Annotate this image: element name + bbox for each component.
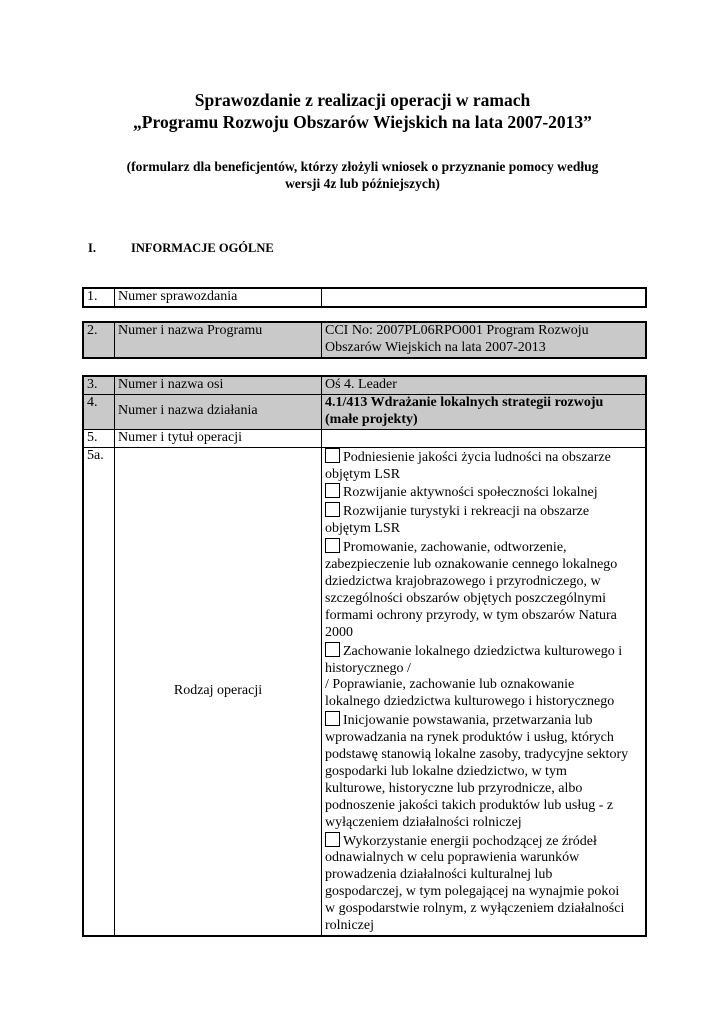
operation-type-option[interactable] xyxy=(325,642,642,712)
option-text: 2000 xyxy=(325,624,353,640)
row-1-label: Numer sprawozdania xyxy=(115,288,322,307)
program-value-line-2: Obszarów Wiejskich na lata 2007-2013 xyxy=(325,339,546,355)
operation-type-option[interactable] xyxy=(325,448,642,484)
option-text: historycznego / xyxy=(325,660,411,676)
option-text: dziedzictwa krajobrazowego i przyrodniczego, w xyxy=(325,573,601,589)
axis-value: Oś 4. Leader xyxy=(322,376,647,394)
measure-value xyxy=(322,394,647,429)
option-text: odnawialnych w celu poprawienia warunków xyxy=(325,850,580,866)
option-text: objętym LSR xyxy=(325,466,401,482)
title-line-2: „Programu Rozwoju Obszarów Wiejskich na lata 2007-2013” xyxy=(133,112,592,132)
option-text: Rozwijanie turystyki i rekreacji na obszarze xyxy=(343,504,590,520)
option-text: Wykorzystanie energii pochodzącej ze źródeł xyxy=(343,833,597,849)
row-5-label: Numer i tytuł operacji xyxy=(115,429,322,447)
option-text: / Poprawianie, zachowanie lub oznakowanie xyxy=(325,677,575,693)
option-text: rolniczej xyxy=(325,918,374,934)
row-2-number: 2. xyxy=(83,322,115,358)
row-4-number: 4. xyxy=(83,394,115,429)
option-text: formami ochrony przyrody, w tym obszarów Natura xyxy=(325,607,617,623)
operation-title-field[interactable] xyxy=(322,429,647,447)
option-text: zabezpieczenie lub oznakowanie cennego lokalnego xyxy=(325,557,618,573)
row-3-label: Numer i nazwa osi xyxy=(115,376,322,394)
row-4-label: Numer i nazwa działania xyxy=(115,394,322,429)
operation-type-option[interactable] xyxy=(325,483,642,502)
option-text: wyłączeniem działalności rolniczej xyxy=(325,814,522,830)
report-number-field[interactable] xyxy=(322,288,647,307)
operation-type-option[interactable] xyxy=(325,832,642,935)
checkbox-icon[interactable] xyxy=(325,832,340,847)
option-text: kulturowe, historyczne lub przyrodnicze, albo xyxy=(325,780,583,796)
section-number: I. xyxy=(88,241,96,255)
document-title xyxy=(0,89,725,133)
row-2-label: Numer i nazwa Programu xyxy=(115,322,322,358)
option-text: Rozwijanie aktywności społeczności lokalnej xyxy=(343,485,598,501)
option-text: podnoszenie jakości takich produktów lub usług - z xyxy=(325,797,614,813)
row-5-number: 5. xyxy=(83,429,115,447)
program-value xyxy=(322,322,647,358)
option-text: objętym LSR xyxy=(325,521,401,537)
option-text: w gospodarstwie rolnym, z wyłączeniem działalności xyxy=(325,901,625,917)
program-table xyxy=(82,321,647,359)
option-text: prowadzenia działalności kulturalnej lub xyxy=(325,867,553,883)
option-text: gospodarczej, w tym polegającej na wynajmie pokoi xyxy=(325,884,620,900)
option-text: Zachowanie lokalnego dziedzictwa kulturowego i xyxy=(343,643,623,659)
row-1-number: 1. xyxy=(83,288,115,307)
row-3-number: 3. xyxy=(83,376,115,394)
option-text: lokalnego dziedzictwa kulturowego i historycznego xyxy=(325,694,615,710)
measure-value-line-1: 4.1/413 Wdrażanie lokalnych strategii rozwoju xyxy=(325,394,604,410)
operation-table xyxy=(82,375,647,937)
operation-type-option[interactable] xyxy=(325,502,642,538)
operation-type-option[interactable] xyxy=(325,538,642,641)
row-5a-label: Rodzaj operacji xyxy=(115,447,322,936)
checkbox-icon[interactable] xyxy=(325,502,340,517)
title-line-1: Sprawozdanie z realizacji operacji w ramach xyxy=(194,90,531,110)
program-value-line-1: CCI No: 2007PL06RPO001 Program Rozwoju xyxy=(325,323,589,338)
option-text: wprowadzania na rynek produktów i usług, których xyxy=(325,730,614,746)
operation-type-options xyxy=(322,447,647,936)
measure-value-line-2: (małe projekty) xyxy=(325,411,418,427)
subtitle-line-1: (formularz dla beneficjentów, którzy złożyli wniosek o przyznanie pomocy według xyxy=(126,159,599,174)
option-text: Promowanie, zachowanie, odtworzenie, xyxy=(343,540,567,556)
subtitle-line-2: wersji 4z lub późniejszych) xyxy=(285,176,440,191)
option-text: Inicjowanie powstawania, przetwarzania lub xyxy=(343,713,593,729)
document-subtitle xyxy=(95,158,630,192)
checkbox-icon[interactable] xyxy=(325,538,340,553)
operation-type-option[interactable] xyxy=(325,711,642,831)
checkbox-icon[interactable] xyxy=(325,483,340,498)
checkbox-icon[interactable] xyxy=(325,642,340,657)
checkbox-icon[interactable] xyxy=(325,711,340,726)
option-text: gospodarki lub lokalne dziedzictwo, w tym xyxy=(325,763,567,779)
option-text: podstawę stanowią lokalne zasoby, tradycyjne sektory xyxy=(325,747,629,763)
checkbox-icon[interactable] xyxy=(325,448,340,463)
report-number-table xyxy=(82,287,647,308)
option-text: szczególności obszarów objętych poszczególnymi xyxy=(325,590,607,606)
section-title: INFORMACJE OGÓLNE xyxy=(131,241,274,255)
option-text: Podniesienie jakości życia ludności na obszarze xyxy=(343,449,611,465)
row-5a-number: 5a. xyxy=(83,447,115,936)
